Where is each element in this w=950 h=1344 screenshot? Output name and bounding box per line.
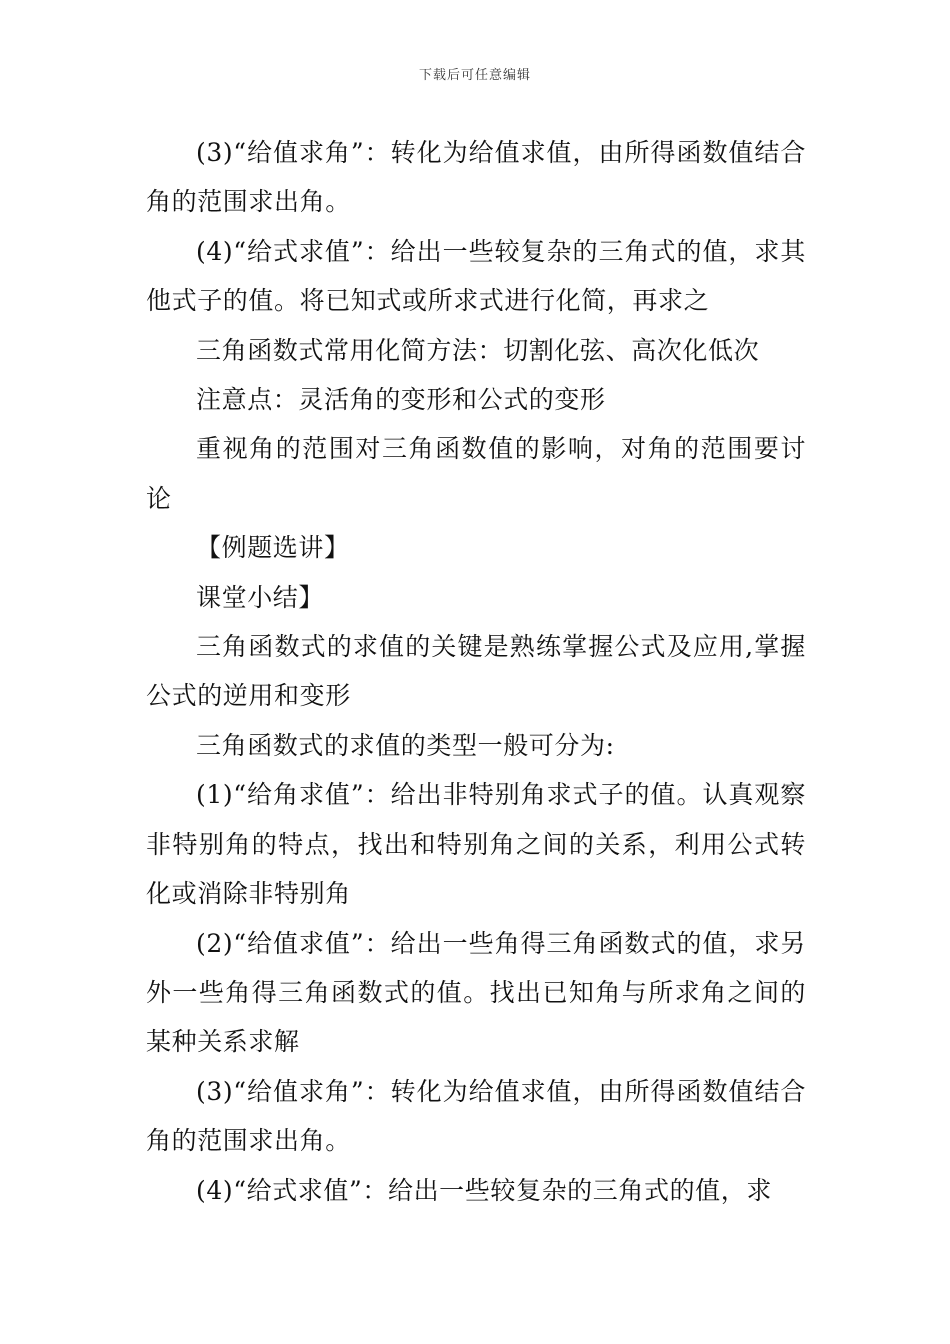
paragraph-type1-angle-value: (1)“给角求值”：给出非特别角求式子的值。认真观察非特别角的特点，找出和特别角之间的关系，利用公式转化或消除非特别角 (146, 780, 806, 909)
paragraph-type2-value-value: (2)“给值求值”：给出一些角得三角函数式的值，求另外一些角得三角函数式的值。找出已知角与所求角之间的某种关系求解 (146, 928, 806, 1057)
section-heading-summary: 课堂小结】 (196, 582, 325, 612)
paragraph-summary-key: 三角函数式的求值的关键是熟练掌握公式及应用,掌握公式的逆用和变形 (146, 632, 806, 711)
paragraph-angle-range: 重视角的范围对三角函数值的影响，对角的范围要讨论 (146, 434, 806, 513)
paragraph-type3-angle-repeat: (3)“给值求角”：转化为给值求值，由所得函数值结合角的范围求出角。 (146, 1076, 806, 1156)
page-header-note: 下载后可任意编辑 (418, 68, 531, 83)
paragraph-type4-expression: (4)“给式求值”：给出一些较复杂的三角式的值，求其他式子的值。将已知式或所求式进行化简，再求之 (146, 236, 806, 316)
document-body (146, 128, 806, 1215)
section-heading-examples: 【例题选讲】 (196, 533, 350, 563)
paragraph-attention-points: 注意点：灵活角的变形和公式的变形 (196, 385, 606, 415)
paragraph-type3-angle: (3)“给值求角”：转化为给值求值，由所得函数值结合角的范围求出角。 (146, 138, 806, 217)
paragraph-types-intro: 三角函数式的求值的类型一般可分为: (196, 730, 615, 760)
paragraph-type4-expression-repeat: (4)“给式求值”：给出一些较复杂的三角式的值，求 (196, 1175, 772, 1205)
paragraph-simplification-methods: 三角函数式常用化简方法：切割化弦、高次化低次 (196, 335, 760, 365)
